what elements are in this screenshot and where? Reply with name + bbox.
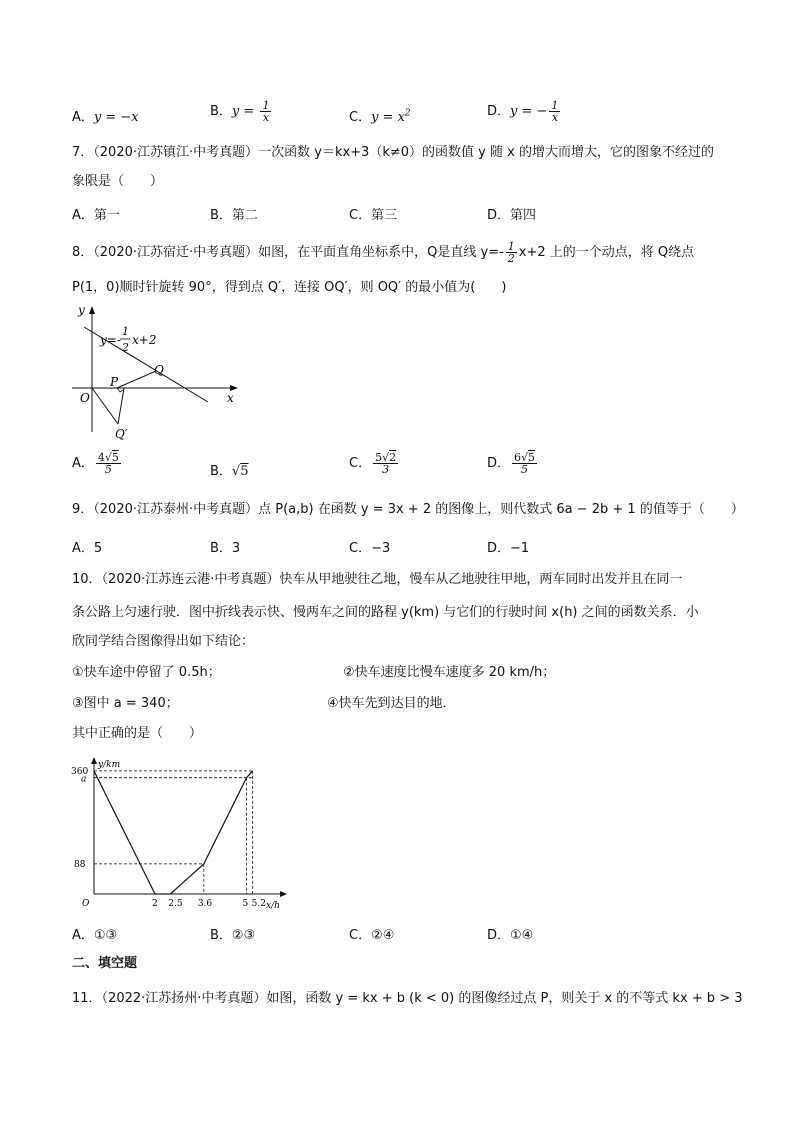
- q10-stem-line1: 10．（2020·江苏连云港·中考真题）快车从甲地驶往乙地，慢车从乙地驶往甲地，两车同时出发并且在同一: [72, 572, 683, 587]
- q6-option-a[interactable]: A．y = −x: [72, 110, 139, 125]
- q6-option-b[interactable]: B．y = $\frac{1}{x}$: [210, 99, 270, 124]
- q9-option-c[interactable]: C．−3: [349, 541, 391, 556]
- q10-y-label: y/km: [98, 760, 121, 770]
- q10-conclusion-1: ①快车途中停留了 0.5h；: [72, 665, 221, 680]
- q8-segment-pq: [117, 371, 156, 388]
- q9-option-a[interactable]: A．5: [72, 541, 103, 556]
- q8-p-label: P: [110, 375, 119, 389]
- q10-segment-4: [247, 771, 253, 778]
- q8-eq-pre: y=-: [100, 333, 121, 347]
- q10-option-a[interactable]: A．①③: [72, 928, 118, 943]
- q8-y-label: y: [78, 303, 85, 317]
- q7-stem-line1: 7．（2020·江苏镇江·中考真题）一次函数 y＝kx+3（k≠0）的函数值 y 随 x 的增大而增大，它的图象不经过的: [72, 145, 714, 160]
- q9-option-d[interactable]: D．−1: [487, 541, 530, 556]
- q10-conclusion-2: ②快车速度比慢车速度多 20 km/h；: [343, 665, 556, 680]
- q10-conclusion-4: ④快车先到达目的地．: [327, 696, 456, 711]
- q10-xtick-2: 2: [152, 899, 158, 909]
- q8-x-label: x: [227, 391, 234, 405]
- q10-segment-0: [94, 771, 155, 894]
- q7-option-d[interactable]: D．第四: [487, 208, 537, 223]
- q8-stem-line1: 8．（2020·江苏宿迁·中考真题）如图，在平面直角坐标系中，Q是直线 y=- $\frac{1}{2}$ x+2 上的一个动点，将 Q绕点: [72, 240, 695, 265]
- q8-option-b[interactable]: B．√5: [210, 464, 249, 479]
- q10-option-c[interactable]: C．②④: [349, 928, 395, 943]
- q8-q2-label: Q′: [115, 427, 128, 441]
- q8-option-c[interactable]: C． $\frac{5√2}{3}$: [349, 451, 397, 476]
- q10-ytick-88: 88: [74, 859, 86, 870]
- q7-option-c[interactable]: C．第三: [349, 208, 398, 223]
- q10-stem-line4: 其中正确的是（ ）: [72, 726, 203, 741]
- q10-xtick-5-2: 5.2: [251, 899, 266, 909]
- q10-xtick-2-5: 2.5: [168, 899, 183, 909]
- q10-stem-line3: 欣同学结合图像得出如下结论：: [72, 634, 255, 649]
- q7-option-b[interactable]: B．第二: [210, 208, 258, 223]
- q10-option-d[interactable]: D．①④: [487, 928, 534, 943]
- q8-segment-q2p: [118, 388, 124, 424]
- q8-stem-line2: P(1，0)顺时针旋转 90°，得到点 Q′，连接 OQ′，则 OQ′ 的最小值为( ): [72, 280, 507, 295]
- q10-conclusion-3: ③图中 a = 340；: [72, 696, 179, 711]
- q10-segment-2: [170, 864, 204, 894]
- q10-x-label: x/h: [266, 901, 280, 911]
- q10-xtick-o: O: [82, 899, 90, 909]
- section-title: 二、填空题: [72, 956, 138, 971]
- q7-stem-line2: 象限是（ ）: [72, 174, 164, 189]
- q10-y-arrow-icon: [91, 757, 97, 764]
- q8-figure: [70, 302, 240, 442]
- q10-option-b[interactable]: B．②③: [210, 928, 256, 943]
- q8-y-arrow-icon: [89, 306, 95, 314]
- q11-stem: 11．（2022·江苏扬州·中考真题）如图，函数 y = kx + b (k < 0) 的图像经过点 P，则关于 x 的不等式 kx + b > 3: [72, 991, 743, 1006]
- q10-x-arrow-icon: [280, 891, 287, 897]
- q8-option-a[interactable]: A． $\frac{4√5}{5}$: [72, 451, 119, 476]
- q6-option-c[interactable]: C．$y = x^2$: [349, 108, 411, 125]
- q8-eq-den: 2: [122, 341, 129, 354]
- q8-o-label: O: [80, 391, 90, 405]
- q10-ytick-a: a: [81, 774, 87, 785]
- q9-option-b[interactable]: B．3: [210, 541, 241, 556]
- q9-stem: 9．（2020·江苏泰州·中考真题）点 P(a,b) 在函数 y = 3x + 2 的图像上，则代数式 6a − 2b + 1 的值等于（ ）: [72, 502, 744, 517]
- q10-xtick-5: 5: [242, 899, 249, 909]
- q8-q-label: Q: [154, 363, 164, 377]
- q10-ytick-360: 360: [71, 766, 89, 777]
- q8-segment-oq2: [92, 388, 118, 424]
- q10-chart: [70, 756, 290, 916]
- q8-eq-post: x+2: [132, 333, 157, 347]
- q10-stem-line2: 条公路上匀速行驶．图中折线表示快、慢两车之间的路程 y(km) 与它们的行驶时间 x(h) 之间的函数关系．小: [72, 605, 699, 620]
- q8-eq-num: 1: [122, 325, 129, 338]
- q6-option-d[interactable]: D．y = − $\frac{1}{x}$: [487, 99, 559, 124]
- q7-option-a[interactable]: A．第一: [72, 208, 120, 223]
- q10-segment-3: [204, 778, 247, 864]
- q10-xtick-3-6: 3.6: [197, 899, 213, 909]
- q8-option-d[interactable]: D． $\frac{6√5}{5}$: [487, 451, 536, 476]
